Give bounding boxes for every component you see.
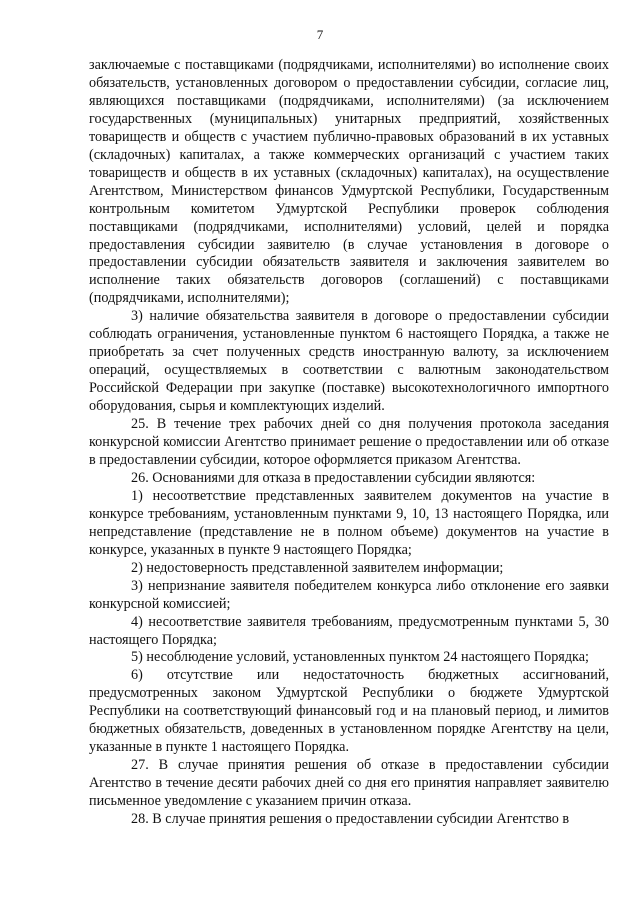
paragraph-item-3-obligation: 3) наличие обязательства заявителя в договоре о предоставлении субсидии соблюдать ограничения, установленные пунктом 6 настоящего Порядка, а также не приобретать за счет полученных средств иностранную валюту, за исключением операций, осуществляемых в соответствии с валютным законодательством Российской Федерации при закупке (поставке) высокотехнологичного импортного оборудования, сырья и комплектующих изделий. bbox=[89, 308, 609, 415]
paragraph-26-item-6: 6) отсутствие или недостаточность бюджетных ассигнований, предусмотренных законом Удмуртской Республики о бюджете Удмуртской Республики на соответствующий финансовый год и на плановый период, и лимитов бюджетных обязательств, доведенных в установленном порядке Агентству на цели, указанные в пункте 1 настоящего Порядка. bbox=[89, 667, 609, 756]
page-number: 7 bbox=[316, 27, 324, 42]
paragraph-26-item-2: 2) недостоверность представленной заявителем информации; bbox=[131, 559, 504, 576]
paragraph-26-item-3: 3) непризнание заявителя победителем конкурса либо отклонение его заявки конкурсной комиссией; bbox=[89, 577, 609, 612]
paragraph-27: 27. В случае принятия решения об отказе в предоставлении субсидии Агентство в течение десяти рабочих дней со дня его принятия направляет заявителю письменное уведомление с указанием причин отказа. bbox=[89, 757, 609, 810]
paragraph-25: 25. В течение трех рабочих дней со дня получения протокола заседания конкурсной комиссии Агентство принимает решение о предоставлении или об отказе в предоставлении субсидии, которое оформляется приказом Агентства. bbox=[89, 416, 609, 468]
paragraph-26-item-1: 1) несоответствие представленных заявителем документов на участие в конкурсе требованиям, установленным пунктами 9, 10, 13 настоящего Порядка, или непредставление (представление не в полном объеме) документов на участие в конкурсе, указанных в пункте 9 настоящего Порядка; bbox=[89, 487, 609, 558]
paragraph-26: 26. Основаниями для отказа в предоставлении субсидии являются: bbox=[131, 469, 536, 486]
paragraph-26-item-4: 4) несоответствие заявителя требованиям, предусмотренным пунктами 5, 30 настоящего Порядка; bbox=[89, 613, 609, 648]
document-body bbox=[89, 57, 609, 829]
paragraph-continuation: заключаемые с поставщиками (подрядчиками, исполнителями) во исполнение своих обязательств, установленных договором о предоставлении субсидии, согласие лиц, являющихся поставщиками (подрядчиками, исполнителями) (за исключением государственных (муниципальных) унитарных предприятий, хозяйственных товариществ и обществ с участием публично-правовых образований в их уставных (складочных) капиталах, а также коммерческих организаций с участием таких товариществ и обществ в их уставных (складочных) капиталах), на осуществление Агентством, Министерством финансов Удмуртской Республики, Государственным контрольным комитетом Удмуртской Республики проверок соблюдения поставщиками (подрядчиками, исполнителями) условий, целей и порядка предоставления субсидии заявителю (в случае установления в договоре о предоставлении субсидии обязательств заявителя и заключения заявителем во исполнение таких обязательств договоров (соглашений) с поставщиками (подрядчиками, исполнителями); bbox=[89, 57, 609, 307]
paragraph-28: 28. В случае принятия решения о предоставлении субсидии Агентство в bbox=[131, 811, 570, 828]
paragraph-26-item-5: 5) несоблюдение условий, установленных пунктом 24 настоящего Порядка; bbox=[131, 649, 589, 666]
